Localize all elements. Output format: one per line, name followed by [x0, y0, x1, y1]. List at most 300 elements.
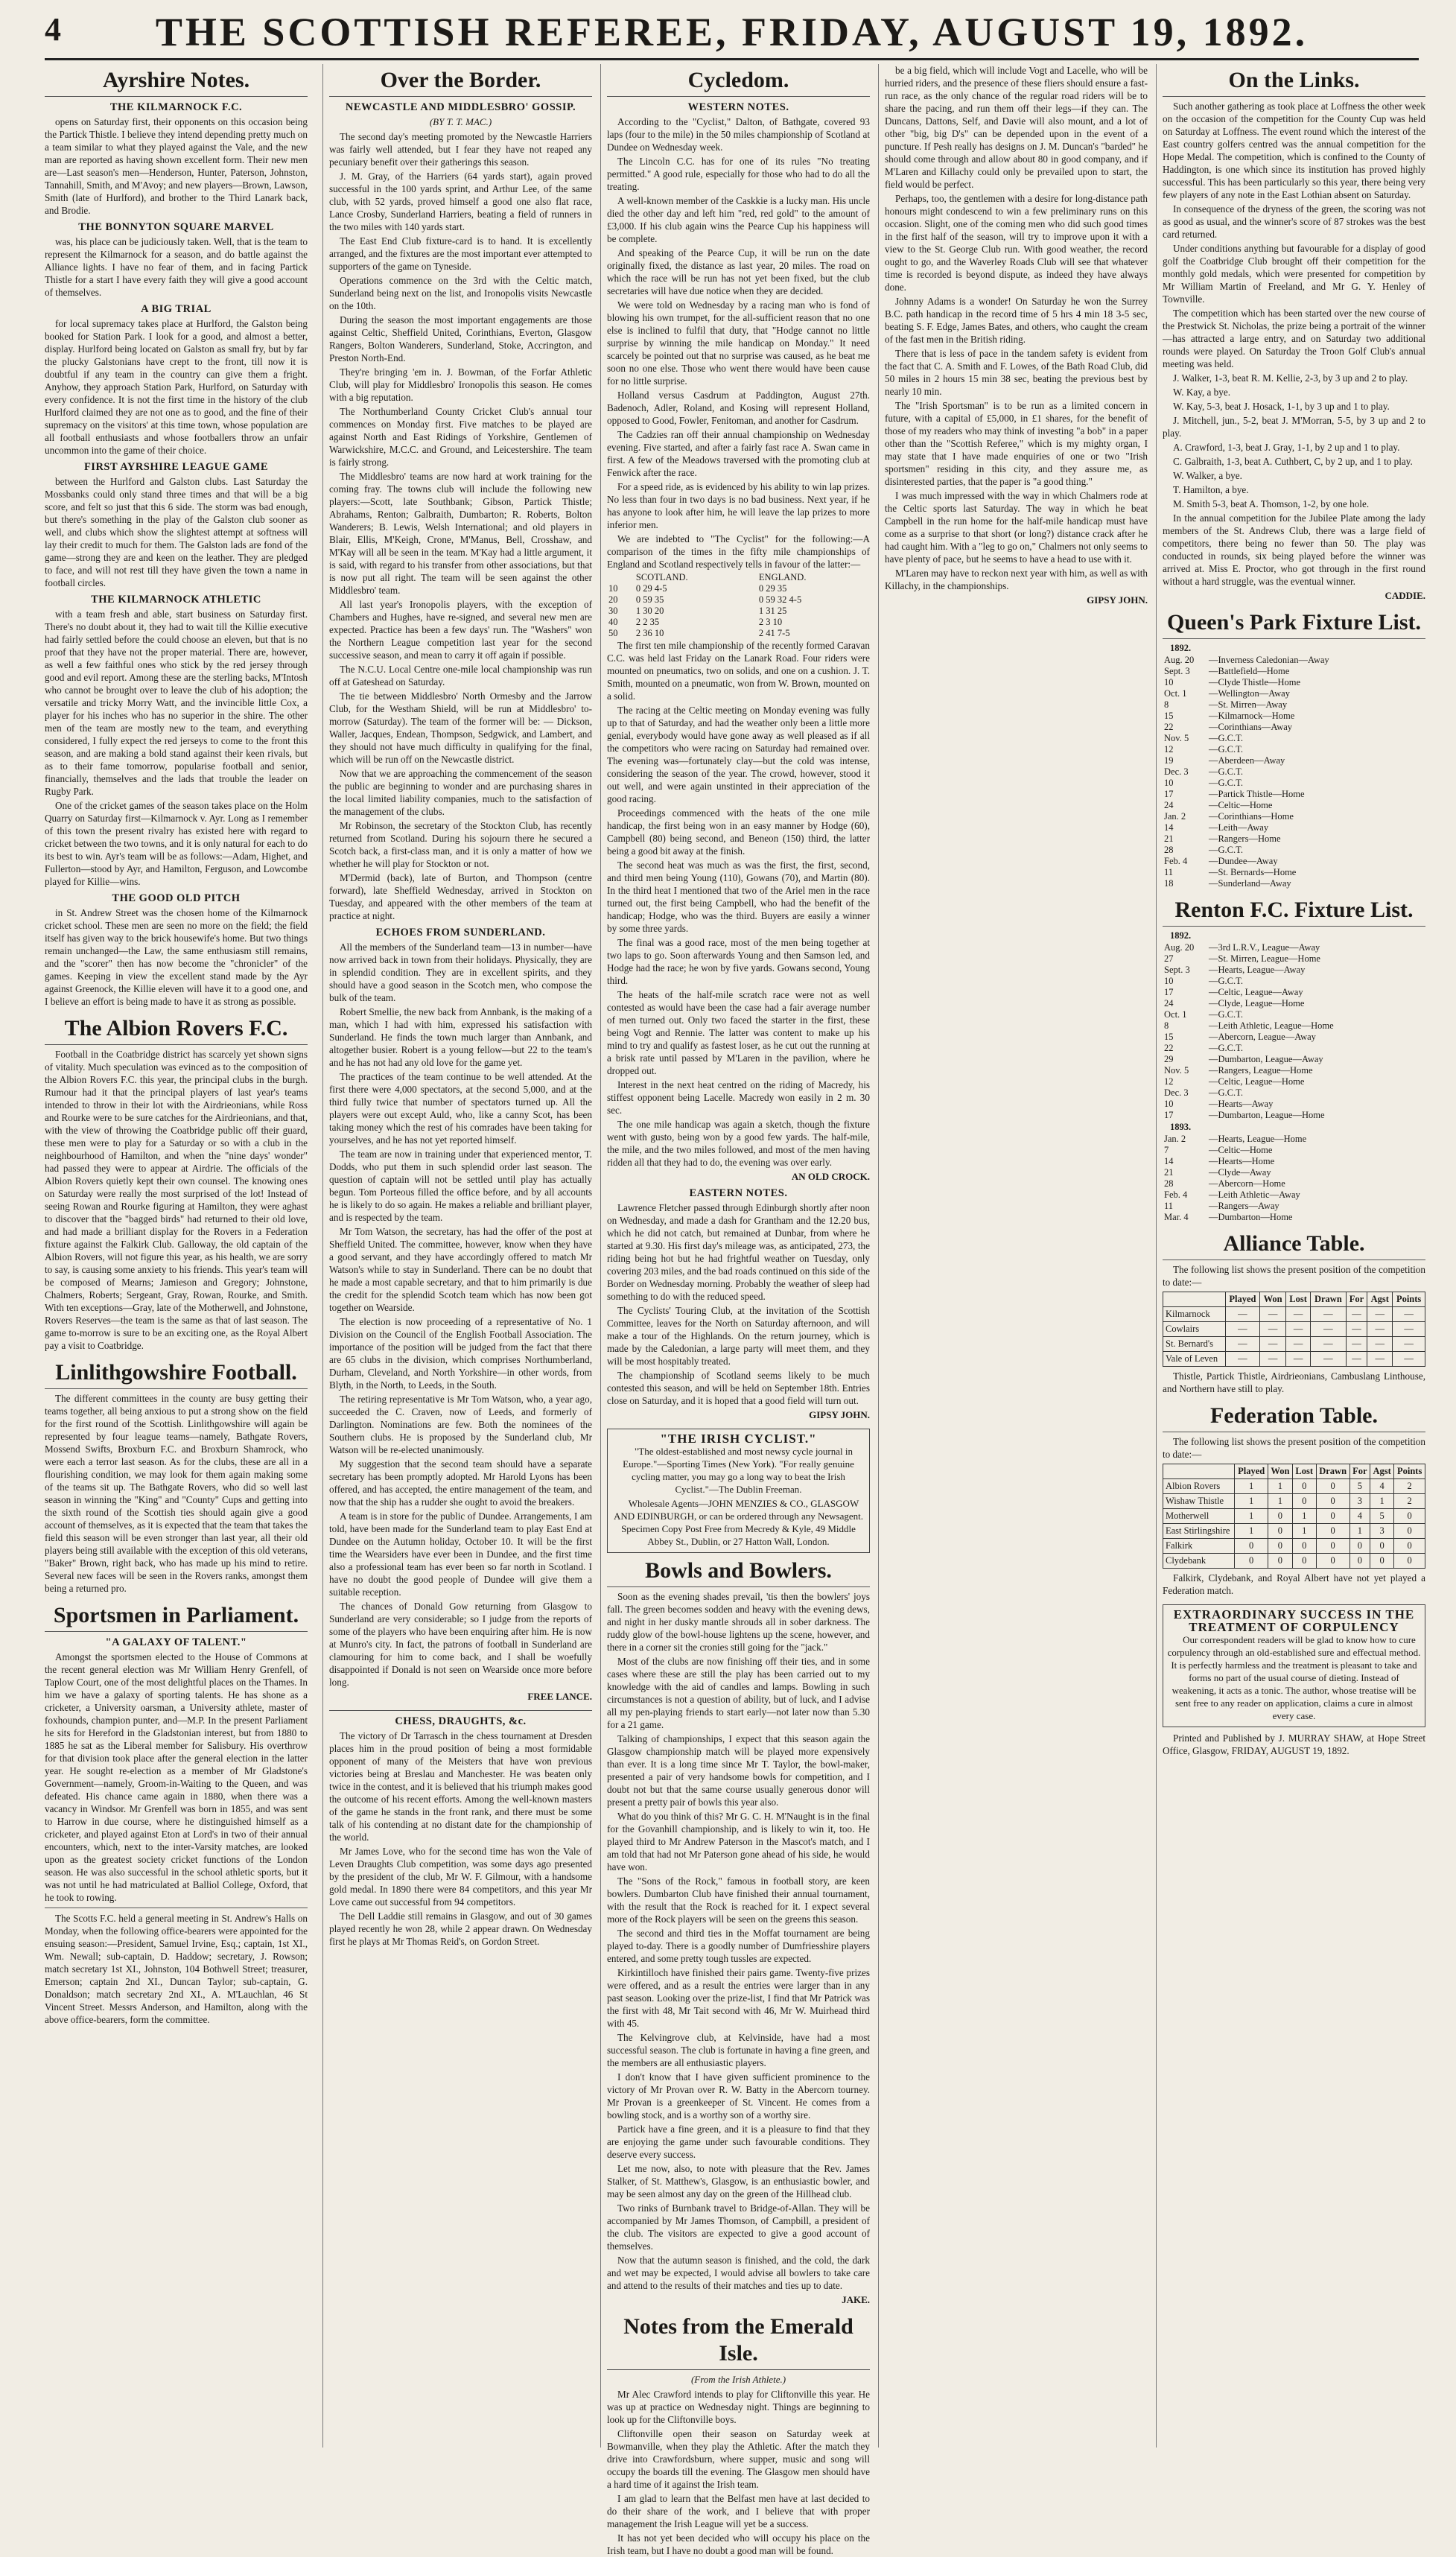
table-header: Agst — [1370, 1464, 1394, 1479]
fixture-date: Jan. 2 — [1164, 1134, 1186, 1144]
fixture-opponent: —Rangers—Away — [1209, 1201, 1279, 1211]
article-bowls — [607, 1557, 870, 2306]
paragraph: The second heat was much as was the first, the first, second, and third men being Young (110), Gowans (70), and Martin (80). In the third heat I mentioned that two of the Ariel men in the race turned out, the first being Campbell, who had the benefit of the handicap; Hodge, who was the third. Buyers are easily a winner by some three yards. — [607, 860, 870, 934]
list-item: M. Smith 5-3, beat A. Thomson, 1-2, by one hole. — [1173, 498, 1370, 509]
paragraph: Now that the autumn season is finished, and the cold, the dark and wet may be expected, I would advise all bowlers to take care and attend to the results of their matches and ties up to date. — [607, 2255, 870, 2291]
table-cell: 2 3 10 — [758, 617, 783, 627]
paragraph: The tie between Middlesbro' North Ormesby and the Jarrow Club, for the Westham Shield, will be run at Middlesbro' to-morrow (Saturday). The team of the former will be: — Dickson, Waller, Jacques, Endean, Thompson, Sedgwick, and Lambert, and they should not have much difficulty in qualifying for the final, which will be run off on the Newcastle district. — [329, 690, 592, 765]
fixture-opponent: —Leith—Away — [1209, 822, 1269, 833]
table-header: Points — [1394, 1464, 1425, 1479]
fixture-opponent: —Leith Athletic—Away — [1209, 1189, 1300, 1200]
fixture-date: 19 — [1164, 755, 1174, 766]
table-cell: 1 — [1235, 1524, 1268, 1539]
table-header: Points — [1393, 1292, 1425, 1307]
table-cell: 1 31 25 — [758, 606, 787, 616]
fixture-row — [1163, 942, 1425, 953]
table-cell: 0 — [1394, 1524, 1425, 1539]
table-cell: 0 — [1268, 1539, 1292, 1554]
subheading: THE GOOD OLD PITCH — [112, 892, 241, 904]
paragraph: Proceedings commenced with the heats of the one mile handicap, the first being won in an easy manner by Hodge (60), Campbell (80) being second, and Beneon (150) third, the latter being a good bit away at the finish. — [607, 807, 870, 857]
table-header: Won — [1260, 1292, 1286, 1307]
fixture-row — [1163, 822, 1425, 833]
fixture-date: 15 — [1164, 1032, 1174, 1042]
advert-title: EXTRAORDINARY SUCCESS IN THE TREATMENT OF CORPULENCY — [1173, 1607, 1415, 1634]
table-cell: 0 — [1268, 1554, 1292, 1569]
fixture-opponent: —Corinthians—Away — [1209, 722, 1293, 732]
list-item: A. Crawford, 1-3, beat J. Gray, 1-1, by 2 up and 1 to play. — [1173, 442, 1400, 453]
paragraph: Operations commence on the 3rd with the Celtic match, Sunderland being next on the list, and Ironopolis visits Newcastle on the 10th. — [329, 275, 592, 311]
fixture-date: 22 — [1164, 1043, 1174, 1053]
signature: CADDIE. — [1385, 590, 1425, 601]
table-cell: 0 — [1316, 1479, 1349, 1494]
signature: FREE LANCE. — [527, 1691, 592, 1702]
article-ayrshire-notes — [45, 67, 308, 1008]
table-cell: 50 — [608, 628, 618, 638]
championship-times-table — [607, 572, 870, 639]
table-header-england: ENGLAND. — [758, 572, 807, 582]
fixture-row — [1163, 766, 1425, 778]
fixture-date: 12 — [1164, 744, 1174, 755]
subheading: ECHOES FROM SUNDERLAND. — [375, 927, 546, 938]
fixture-row — [1163, 1054, 1425, 1065]
fixture-row — [1163, 778, 1425, 789]
paragraph: M'Dermid (back), late of Burton, and Thompson (centre forward), late Sheffield Wednesday, arrived in Stockton on Tuesday, and appeared with the other members of the team at practice at night. — [329, 872, 592, 921]
fixture-date: 12 — [1164, 1076, 1174, 1087]
columns — [45, 64, 1425, 2556]
fixture-opponent: —Rangers, League—Home — [1209, 1065, 1313, 1076]
article-heading: CHESS, DRAUGHTS, &c. — [395, 1715, 527, 1727]
table-cell: 0 — [1292, 1494, 1316, 1509]
table-header: Drawn — [1311, 1292, 1346, 1307]
paragraph: be a big field, which will include Vogt and Lacelle, who will be hurried riders, and the presence of these fliers should ensure a fast-run race, as the only chance of the regular road riders will be to share the pacing, and run them off their legs—if they can. The Duncans, Dattons, Self, and Davie will also mount, and a lot of other "big, big D's" can be depended upon in the event of a puncture. If Pesh really has designs on J. M. Duncan's "barded" he should come through and allow about 80 in good company, and if M'Laren and Killachy could only be prevailed upon to start, the field would be perfect. — [885, 65, 1148, 190]
fixture-opponent: —Clyde Thistle—Home — [1209, 677, 1301, 687]
table-cell: — — [1311, 1322, 1346, 1337]
paragraph: The racing at the Celtic meeting on Monday evening was fully up to that of Saturday, and had the weather only been a little more genial, everybody would have gone away as well pleased as if all the competitors who were racing on Saturday had remained over. The evening was—fortunately clay—but the cold was intense, considering the season of the year. The crowd, however, stood it out well, and were again unstinted in their appreciation of the good racing. — [607, 705, 870, 804]
table-row — [607, 583, 870, 594]
list-item: W. Kay, a bye. — [1173, 387, 1231, 398]
table-cell: Kilmarnock — [1163, 1307, 1226, 1322]
table-cell: — — [1346, 1307, 1367, 1322]
fixture-opponent: —Hearts, League—Home — [1209, 1134, 1307, 1144]
fixture-row — [1163, 1009, 1425, 1020]
table-cell: 10 — [608, 583, 618, 594]
table-cell: 1 — [1292, 1524, 1316, 1539]
list-item: W. Kay, 5-3, beat J. Hosack, 1-1, by 3 up and 1 to play. — [1173, 401, 1390, 412]
paragraph: One of the cricket games of the season takes place on the Holm Quarry on Saturday first—Kilmarnock v. Ayr. Long as I remember of this town the present rivalry has existed here with regard to cricket between the two towns, and it is only natural for each to do its best to win. Ayr's team will be as follows:—Adam, Highet, and Fullerton—stood by Ayr, and Hamilton, Ferguson, and Lowcombe played for Killie—wins. — [45, 800, 308, 887]
fixture-year: 1892. — [1170, 930, 1192, 941]
article-emerald-isle — [607, 2313, 870, 2557]
paragraph: The second and third ties in the Moffat tournament are being played to-day. There is a goodly number of Dumfriesshire players entered, and some pretty tough tussles are expected. — [607, 1928, 870, 1964]
corpulency-advert — [1163, 1604, 1425, 1727]
fixture-row — [1163, 789, 1425, 800]
table-cell: 1 — [1268, 1479, 1292, 1494]
table-header — [1163, 1292, 1226, 1307]
table-cell: 1 — [1370, 1494, 1394, 1509]
paragraph: There that is less of pace in the tandem safety is evident from the fact that C. A. Smith and F. Lowes, of the Bath Road Club, did 50 miles in 2 hours 15 min 38 sec, beating the previous best by nearly 10 min. — [885, 348, 1148, 397]
fixture-year: 1893. — [1170, 1122, 1192, 1132]
fixture-opponent: —Wellington—Away — [1209, 688, 1290, 699]
table-cell: 0 59 32 4-5 — [758, 594, 802, 605]
fixture-date: 10 — [1164, 778, 1174, 788]
table-cell: — — [1285, 1352, 1310, 1367]
paragraph: in St. Andrew Street was the chosen home of the Kilmarnock cricket school. These men are seen no more on the field; the field itself has given way to the brick housewife's home. But two things remain unchanged—the Law, the same enthusiasm still remains, and the "scorer" then has now become the "chronicler" of the games. Keeping in view the excellent stand made by the Ayr against Greenock, the Killie eleven will have it to a good one, and I believe an effort is being made to have it as strong as possible. — [45, 907, 308, 1007]
fixture-table — [1163, 942, 1425, 1121]
column-4 — [878, 64, 1148, 2448]
table-cell: 0 29 35 — [758, 583, 787, 594]
fixture-row — [1163, 878, 1425, 889]
table-cell: 1 — [1235, 1509, 1268, 1524]
fixture-opponent: —St. Mirren—Away — [1209, 699, 1288, 710]
paragraph: Johnny Adams is a wonder! On Saturday he won the Surrey B.C. path handicap in the record time of 5 hrs 4 min 18 3-5 sec, beating S. F. Edge, James Bates, and others, who caught the cream of the fast men in the British riding. — [885, 296, 1148, 345]
table-header: Agst — [1367, 1292, 1393, 1307]
fixture-row — [1163, 1167, 1425, 1178]
table-cell: — — [1393, 1307, 1425, 1322]
fixture-date: 24 — [1164, 800, 1174, 810]
table-header: Drawn — [1316, 1464, 1349, 1479]
fixture-date: Aug. 20 — [1164, 655, 1195, 665]
table-cell: — — [1285, 1307, 1310, 1322]
table-cell: 1 — [1268, 1494, 1292, 1509]
subheading: EASTERN NOTES. — [689, 1187, 788, 1199]
table-cell: 0 — [1394, 1539, 1425, 1554]
paragraph: The victory of Dr Tarrasch in the chess tournament at Dresden places him in the proud position of being a most formidable opponent of many of the Meisters that have won previous victories being at Breslau and Manchester. He was beaten only twice in the contest, and it is believed that his triumph makes good the outcome of his recent efforts. Among the well-known masters of the game he stands in the front rank, and there must be some talk of his contending at no distant date for the championship of the world. — [329, 1730, 592, 1843]
fixture-opponent: —G.C.T. — [1209, 1043, 1243, 1053]
byline: (From the Irish Athlete.) — [690, 2374, 786, 2385]
irish-cyclist-advert — [607, 1429, 870, 1553]
table-cell: — — [1367, 1337, 1393, 1352]
article-heading: Cycledom. — [607, 67, 870, 97]
paragraph: between the Hurlford and Galston clubs. Last Saturday the Mossbanks could only stand three times and that will be a big score, and felt so just that this 6 side. The storm was bad enough, but there's something in the play of the Galston club sooner as well, and clubs which show the slightest attempt at softness will lay their credit to much for them. The Galston lads are fond of the game—strong they are and keen on the leather. They are pledged to face, and will not rest till they have given the town a name in football circles. — [45, 476, 308, 588]
fixture-opponent: —St. Bernards—Home — [1209, 867, 1297, 877]
paragraph: The Northumberland County Cricket Club's annual tour commences on Monday first. Five matches to be played are against North and East Ridings of Yorkshire, Gentlemen of Warwickshire, M.C.C. and Ground, and Leicestershire. The team is fairly strong. — [329, 406, 592, 468]
fixture-date: Oct. 1 — [1164, 1009, 1187, 1020]
table-row — [1163, 1539, 1425, 1554]
article-heading: Federation Table. — [1163, 1403, 1425, 1432]
table-cell: 0 — [1268, 1524, 1292, 1539]
paragraph: Mr James Love, who for the second time has won the Vale of Leven Draughts Club competition, was some days ago presented by the president of the club, Mr W. F. Gilmour, with a handsome gold medal. In 1890 there were 84 competitors, and this year Mr Love came out successful from 94 competitors. — [329, 1846, 592, 1908]
table-cell: — — [1225, 1307, 1260, 1322]
fixture-row — [1163, 1189, 1425, 1201]
table-cell: — — [1260, 1337, 1286, 1352]
fixture-row — [1163, 1099, 1425, 1110]
fixture-opponent: —Celtic—Home — [1209, 1145, 1273, 1155]
paragraph: The Dell Laddie still remains in Glasgow, and out of 30 games played recently he won 28, while 2 appear drawn. On Wednesday first he plays at Mr Thomas Reid's, on Gordon Street. — [329, 1910, 592, 1947]
fixture-opponent: —St. Mirren, League—Home — [1209, 953, 1320, 964]
table-cell: 0 — [1268, 1509, 1292, 1524]
fixture-opponent: —Battlefield—Home — [1209, 666, 1290, 676]
fixture-opponent: —Dumbarton, League—Home — [1209, 1110, 1325, 1120]
fixture-row — [1163, 845, 1425, 856]
table-cell: Wishaw Thistle — [1163, 1494, 1235, 1509]
article-heading: Notes from the Emerald Isle. — [607, 2313, 870, 2370]
article-sportsmen-in-parliament — [45, 1602, 308, 2026]
fixture-date: 11 — [1164, 867, 1174, 877]
paragraph: In consequence of the dryness of the green, the scoring was not as good as usual, and the winner's score of 87 strokes was the best card returned. — [1163, 203, 1425, 240]
table-cell: 0 — [1349, 1554, 1370, 1569]
fixture-opponent: —G.C.T. — [1209, 766, 1243, 777]
table-cell: — — [1311, 1337, 1346, 1352]
table-cell: 3 — [1349, 1494, 1370, 1509]
table-cell: 4 — [1370, 1479, 1394, 1494]
article-linlithgowshire — [45, 1359, 308, 1595]
table-cell: 0 — [1292, 1554, 1316, 1569]
paragraph: Mr Robinson, the secretary of the Stockton Club, has recently returned from Scotland. During his sojourn there he secured a Scotch back, a first-class man, and it is only a matter of how we whether he will play for Stockton or not. — [329, 820, 592, 869]
fixture-date: 15 — [1164, 711, 1174, 721]
paragraph: The first ten mile championship of the recently formed Caravan C.C. was held last Friday on the Lanark Road. Four riders were mounted on pneumatics, two on solids, and one on a cushion. J. T. Smith, mounted on a pneumatic, won from W. Brown, mounted on a solid. — [607, 640, 870, 702]
fixture-opponent: —G.C.T. — [1209, 733, 1243, 743]
table-cell: 30 — [608, 606, 618, 616]
paragraph: Kirkintilloch have finished their pairs game. Twenty-five prizes were offered, and as a result the entries were larger than in any past season. Looking over the prize-list, I find that Mr Patrick was the first with 48, Mr Tait second with 46, Mr W. Muirhead third with 45. — [607, 1967, 870, 2029]
fixture-row — [1163, 1212, 1425, 1223]
paragraph: Most of the clubs are now finishing off their ties, and in some cases where these are still the play has been carried out to my knowledge with the aid of candles and lamps. Bowling in such circumstances is not a question of ability, but of luck, and I advise all my pen-playing friends to start early—not later now than 5.30 for a 21 game. — [607, 1656, 870, 1730]
article-heading: Bowls and Bowlers. — [607, 1557, 870, 1587]
table-row — [1163, 1307, 1425, 1322]
table-row — [607, 617, 870, 628]
table-cell: — — [1225, 1322, 1260, 1337]
fixture-date: 11 — [1164, 1201, 1174, 1211]
fixture-date: 10 — [1164, 1099, 1174, 1109]
fixture-date: 7 — [1164, 1145, 1169, 1155]
paragraph: Talking of championships, I expect that this season again the Glasgow championship match will be played more expensively than ever. It is a long time since Mr T. Taylor, the bowl-maker, presented a pair of very handsome bowls for competition, and I doubt not but that the same course usually generous donor will present a pretty pair of bowls this year also. — [607, 1733, 870, 1808]
fixture-opponent: —Celtic, League—Home — [1209, 1076, 1305, 1087]
fixture-opponent: —Rangers—Home — [1209, 833, 1281, 844]
paragraph: Thistle, Partick Thistle, Airdrieonians, Cambuslang Linthouse, and Northern have still to play. — [1163, 1370, 1425, 1394]
fixture-row — [1163, 1020, 1425, 1032]
paragraph: We are indebted to "The Cyclist" for the following:—A comparison of the times in the fifty mile championships of England and Scotland respectively tells in favour of the latter:— — [607, 533, 870, 570]
table-cell: — — [1393, 1352, 1425, 1367]
article-heading: Ayrshire Notes. — [45, 67, 308, 97]
signature: JAKE. — [842, 2294, 870, 2305]
fixture-date: 10 — [1164, 976, 1174, 986]
fixture-row — [1163, 711, 1425, 722]
article-cycledom-continued — [885, 64, 1148, 606]
article-heading: Alliance Table. — [1163, 1230, 1425, 1260]
table-cell: St. Bernard's — [1163, 1337, 1226, 1352]
table-cell: — — [1367, 1352, 1393, 1367]
subheading: THE BONNYTON SQUARE MARVEL — [78, 221, 274, 233]
column-1 — [45, 64, 308, 2448]
subheading: WESTERN NOTES. — [687, 101, 789, 113]
paragraph: Falkirk, Clydebank, and Royal Albert have not yet played a Federation match. — [1163, 1572, 1425, 1596]
table-cell: 0 — [1292, 1539, 1316, 1554]
table-cell: 0 — [1235, 1539, 1268, 1554]
table-cell: 0 — [1316, 1524, 1349, 1539]
fixture-date: 21 — [1164, 833, 1174, 844]
paragraph: It has not yet been decided who will occupy his place on the Irish team, but I have no doubt a good man will be found. — [607, 2532, 870, 2556]
fixture-row — [1163, 1087, 1425, 1099]
table-header: Lost — [1285, 1292, 1310, 1307]
table-header-scotland: SCOTLAND. — [635, 572, 688, 582]
table-cell: 2 — [1394, 1494, 1425, 1509]
table-row — [607, 628, 870, 639]
paragraph: A well-known member of the Caskkie is a lucky man. His uncle died the other day and left him "red, red gold" to the amount of £3,000. If his club again wins the Pearce Cup his happiness will be complete. — [607, 195, 870, 244]
paragraph: The practices of the team continue to be well attended. At the first there were 4,000 spectators, at the second 5,000, and at the third fully twice that number of spectators turned up. All the players were out except Auld, who, like a canny Scot, has been taking money which the rest of his comrades have been taking for yourselves, and he has not yet reported himself. — [329, 1071, 592, 1146]
fixture-row — [1163, 856, 1425, 867]
list-item: W. Walker, a bye. — [1173, 470, 1242, 481]
fixture-opponent: —Inverness Caledonian—Away — [1209, 655, 1329, 665]
signature: AN OLD CROCK. — [791, 1171, 870, 1182]
newspaper-title: THE SCOTTISH REFEREE, FRIDAY, AUGUST 19, 1892. — [155, 10, 1309, 54]
fixture-row — [1163, 800, 1425, 811]
table-row — [1163, 1494, 1425, 1509]
table-cell: — — [1260, 1307, 1286, 1322]
fixture-row — [1163, 953, 1425, 965]
table-cell: 40 — [608, 617, 618, 627]
article-heading: The Albion Rovers F.C. — [45, 1015, 308, 1045]
paragraph: The final was a good race, most of the men being together at two laps to go. Soon afterwards Young and then Samson led, and Hodge had the race; he won by five yards. Gowans second, Young third. — [607, 937, 870, 986]
subheading: A BIG TRIAL — [141, 303, 212, 315]
fixture-year: 1892. — [1170, 643, 1192, 653]
paragraph: Two rinks of Burnbank travel to Bridge-of-Allan. They will be accompanied by Mr James Thomson, of Campbill, a president of the club. The visitors are expected to give a good account of themselves. — [607, 2202, 870, 2252]
paragraph: The chances of Donald Gow returning from Glasgow to Sunderland are very considerable; so I judge from the reports of some of the players who have been enquiring after him. He is now at Munro's city. In fact, the patrons of football in Sunderland are clamouring for him to come back, and I shall be woefully disappointed if Donald is not seen on Wearside once more before long. — [329, 1601, 592, 1688]
fixture-row — [1163, 688, 1425, 699]
paragraph: Wholesale Agents—JOHN MENZIES & CO., GLASGOW AND EDINBURGH, or can be ordered through any Newsagent. Specimen Copy Post Free from Mecredy & Kyle, 49 Middle Abbey St., Dublin, or 27 Hatton Wall, London. — [613, 1498, 864, 1547]
fixture-opponent: —Clyde—Away — [1209, 1167, 1271, 1178]
subheading: "A GALAXY OF TALENT." — [105, 1636, 247, 1648]
table-cell: 0 — [1370, 1539, 1394, 1554]
article-cycledom — [607, 67, 870, 1421]
fixture-opponent: —3rd L.R.V., League—Away — [1209, 942, 1320, 953]
standings-table — [1163, 1292, 1425, 1367]
fixture-opponent: —Dumbarton—Home — [1209, 1212, 1293, 1222]
paragraph: Soon as the evening shades prevail, 'tis then the bowlers' joys fall. The green becomes sodden and heavy with the evening dews, and night in her dusky mantle shrouds all in sober darkness. The ruddy glow of the bowl-house lightens up the scene, however, and there in a corner sit the cronies still going for the "jack." — [607, 1591, 870, 1653]
paragraph: The "Sons of the Rock," famous in football story, are keen bowlers. Dumbarton Club have finished their annual tournament, with the result that the Rock is reached for it. I expect several more of the Rock players will be seen on the greens this season. — [607, 1875, 870, 1925]
table-header: For — [1349, 1464, 1370, 1479]
fixture-opponent: —G.C.T. — [1209, 1009, 1243, 1020]
paragraph: The election is now proceeding of a representative of No. 1 Division on the Council of the English Football Association. The importance of the position will be judged from the fact that there are 65 clubs in the division, which comprises Northumberland, Durham, Cleveland, and North Yorkshire—in other words, from Blyth, in the North, to Leeds, in the South. — [329, 1316, 592, 1391]
paragraph: Partick have a fine green, and it is a pleasure to find that they are enjoying the game under such favourable conditions. They deserve every success. — [607, 2124, 870, 2160]
table-cell: Clydebank — [1163, 1554, 1235, 1569]
fixture-date: 10 — [1164, 677, 1174, 687]
paragraph: The one mile handicap was again a sketch, though the fixture went with gusto, being won by a good few yards. The half-mile, the mile, and the two miles followed, and most of the men having ridden all that they had to do, the evening was over early. — [607, 1119, 870, 1168]
paragraph: Holland versus Casdrum at Paddington, August 27th. Badenoch, Adler, Roland, and Kosing will represent Holland, opposed to Good, Fowler, Fenitoman, and another for Casdrum. — [607, 390, 870, 426]
fixture-opponent: —Kilmarnock—Home — [1209, 711, 1295, 721]
fixture-row — [1163, 976, 1425, 987]
fixture-opponent: —Aberdeen—Away — [1209, 755, 1285, 766]
table-cell: 2 36 10 — [635, 628, 664, 638]
fixture-row — [1163, 1076, 1425, 1087]
paragraph: The different committees in the county are busy getting their teams together, all being anxious to put a strong show on the field for the first round of the Scottish. Linlithgowshire will again be represented by four league teams—namely, Bathgate Rovers, Mossend Swifts, Broxburn F.C. and Broxburn Shamrock, who were each a terror last season. As for the clubs, these are all in a flourishing condition, we may look for them again making some of the teams sit up. The Bathgate Rovers, who did so well last season in winning the "King" and "County" Cups and getting into the sixth round of the Scottish ties should again give a good account of themselves, as it is expected that the team that takes the field this season will be even stronger than last year, all their old players being still available with the exception of this old veterans, "Baker" Brown, right back, who has made up his mind to retire. Several new faces will be seen in the Rovers ranks, amongst them being a returned pro. — [45, 1393, 308, 1594]
signature: GIPSY JOHN. — [809, 1409, 870, 1420]
list-item: J. Mitchell, jun., 5-2, beat J. M'Morran, 5-5, by 3 up and 2 to play. — [1163, 415, 1425, 439]
paragraph: For a speed ride, as is evidenced by his ability to win lap prizes. No less than four in two days is no bad business. Next year, if he has anyone to look after him, he will leave the lap prizes to more inferior men. — [607, 481, 870, 530]
fixture-date: Mar. 4 — [1164, 1212, 1189, 1222]
fixture-row — [1163, 677, 1425, 688]
table-row — [1163, 1524, 1425, 1539]
fixture-opponent: —Dundee—Away — [1209, 856, 1278, 866]
paragraph: Our correspondent readers will be glad to know how to cure corpulency through an old-established sure and effectual method. It is perfectly harmless and the treatment is pleasant to take and forms no part of the usual course of dieting. Instead of weakening, it acts as a tonic. The author, whose treatise will be sent free to any reader on application, claims a cure in almost every case. — [1167, 1634, 1421, 1721]
table-cell: — — [1367, 1307, 1393, 1322]
paragraph: During the season the most important engagements are those against Celtic, Sheffield United, Corinthians, Everton, Glasgow Rangers, Bolton Wanderers, Sunderland, Stoke, Accrington, and Preston North-End. — [329, 314, 592, 363]
table-cell: 0 — [1235, 1554, 1268, 1569]
article-albion-rovers — [45, 1015, 308, 1352]
fixture-opponent: —G.C.T. — [1209, 744, 1243, 755]
table-cell: — — [1367, 1322, 1393, 1337]
article-heading: Renton F.C. Fixture List. — [1163, 897, 1425, 927]
fixture-date: Feb. 4 — [1164, 1189, 1188, 1200]
paragraph: The Cadzies ran off their annual championship on Wednesday evening. Five started, and after a fairly fast race A. Swan came in first. A few of the Meadows traversed with the promoting club at Fenwick after the race. — [607, 429, 870, 478]
fixture-date: Nov. 5 — [1164, 733, 1189, 743]
paragraph: According to the "Cyclist," Dalton, of Bathgate, covered 93 laps (four to the mile) in the 50 miles championship of Scotland at Dundee on Wednesday week. — [607, 116, 870, 153]
paragraph: The heats of the half-mile scratch race were not as well contested as would have been the case had a fair average number of men turned out. Only two faced the starter in the first, these being Vogt and Rennie. The latter was content to make up his mind to try and qualify as fastest loser, as he cut out the running at a brisk rate until passed by M'Laren in the pavilion, where he dropped out. — [607, 989, 870, 1076]
subheading: FIRST AYRSHIRE LEAGUE GAME — [83, 461, 269, 473]
article-heading: Linlithgowshire Football. — [45, 1359, 308, 1389]
paragraph: The following list shows the present position of the competition to date:— — [1163, 1264, 1425, 1288]
table-cell: 1 — [1349, 1524, 1370, 1539]
byline: (BY T. T. MAC.) — [429, 116, 492, 127]
fixture-date: 17 — [1164, 987, 1174, 997]
table-header — [1163, 1464, 1235, 1479]
fixture-row — [1163, 811, 1425, 822]
table-cell: — — [1311, 1352, 1346, 1367]
table-row — [1163, 1509, 1425, 1524]
fixture-row — [1163, 867, 1425, 878]
table-header-row — [1163, 1464, 1425, 1479]
paragraph: Lawrence Fletcher passed through Edinburgh shortly after noon on Wednesday, and made a dash for Grantham and the 12.20 bus, which he did not catch, but remained at Dunbar, from where he started at 9.30. His first day's mileage was, as anticipated, 273, the riding being hot but he had frightful weather on Tuesday, only covering 203 miles, and the bad roads continued on this side of the Border on Wednesday morning. Probably the weather of sleep had something to do with the reduced speed. — [607, 1202, 870, 1302]
table-cell: — — [1285, 1322, 1310, 1337]
paragraph: The Scotts F.C. held a general meeting in St. Andrew's Halls on Monday, when the following office-bearers were appointed for the ensuing season:—President, Samuel Irvine, Esq.; captain, 1st XI., Wm. Newall; sub-captain, D. Haddow; secretary, J. Rowson; match secretary 1st XI., Johnston, 104 Bothwell Street; treasurer, Emerson; captain 2nd XI., Duncan Taylor; sub-captain, G. Donaldson; match secretary 2nd XI., A. M'Lauchlan, 46 St Vincent Street. Messrs Anderson, and Hamilton, along with the above office-bearers, form the committee. — [45, 1913, 308, 2025]
fixture-date: 17 — [1164, 1110, 1174, 1120]
golf-result-list — [1163, 372, 1425, 510]
fixture-opponent: —Celtic—Home — [1209, 800, 1273, 810]
table-header-row — [1163, 1292, 1425, 1307]
paragraph: I don't know that I have given sufficient prominence to the victory of Mr Provan over R. W. Batty in the Abercorn tourney. Mr Provan is a greenkeeper of St. Vincent. He comes from a bowling stock, and is a worthy son of a worthy sire. — [607, 2071, 870, 2121]
fixture-opponent: —Hearts, League—Away — [1209, 965, 1306, 975]
fixture-row — [1163, 833, 1425, 845]
fixture-date: 22 — [1164, 722, 1174, 732]
fixture-date: Nov. 5 — [1164, 1065, 1189, 1076]
column-3 — [600, 64, 870, 2556]
fixture-row — [1163, 1145, 1425, 1156]
fixture-date: 29 — [1164, 1054, 1174, 1064]
paragraph: The competition which has been started over the new course of the Prestwick St. Nicholas, the prize being a portrait of the winner—has attracted a large entry, and on Saturday two additional rounds were played. On Saturday the Troon Golf Club's annual meeting was held. — [1163, 308, 1425, 369]
table-cell: 2 41 7-5 — [758, 628, 790, 638]
paragraph: And speaking of the Pearce Cup, it will be run on the date originally fixed, the distance as last year, 20 miles. The road on which the race will be run has not yet been fixed, but the club secretaries will have due notice when they are decided. — [607, 247, 870, 296]
table-cell: 1 30 20 — [635, 606, 664, 616]
paragraph: In the annual competition for the Jubilee Plate among the lady members of the St. Andrews Club, there was a large field of competitors, there being no fewer than 50. The play was conducted in rounds, six being played before the winner was arrived at. Miss E. Proctor, who got through in the first round without a hard struggle, was the eventual winner. — [1163, 512, 1425, 587]
masthead — [45, 4, 1419, 60]
table-cell: Falkirk — [1163, 1539, 1235, 1554]
federation-table-article — [1163, 1403, 1425, 1597]
fixture-row — [1163, 965, 1425, 976]
paragraph: All the members of the Sunderland team—13 in number—have now arrived back in town from their holidays. Physically, they are in splendid condition. They are in excellent spirits, and they should have a good season in the Scotch men, who compose the bulk of the team. — [329, 941, 592, 1003]
paragraph: They're bringing 'em in. J. Bowman, of the Forfar Athletic Club, will play for Middlesbro' Ironopolis this season. He comes with a big reputation. — [329, 366, 592, 403]
paragraph: Mr Tom Watson, the secretary, has had the offer of the post at Sheffield United. The committee, however, know when they have a good servant, and they have accordingly offered to match Mr Watson's while to stay in Sunderland. There can be no doubt that he made a most capable secretary, and that to him primarily is due the credit for the splendid Scotch team which has now been got together on Wearside. — [329, 1226, 592, 1313]
paragraph: The N.C.U. Local Centre one-mile local championship was run off at Gateshead on Saturday. — [329, 664, 592, 687]
fixture-opponent: —G.C.T. — [1209, 976, 1243, 986]
fixture-row — [1163, 722, 1425, 733]
list-item: C. Galbraith, 1-3, beat A. Cuthbert, C, by 2 up, and 1 to play. — [1173, 456, 1413, 467]
paragraph: Interest in the next heat centred on the riding of Macredy, his stiffest opponent being Lacelle. Macredy won easily in 2 m. 30 sec. — [607, 1079, 870, 1116]
paragraph: What do you think of this? Mr G. C. H. M'Naught is in the final for the Govanhill championship, and is likely to win it, too. He played third to Mr Andrew Paterson in the Mascot's match, and I am told that had not Mr Paterson gone ahead of his side, he would have won. — [607, 1811, 870, 1873]
table-header: For — [1346, 1292, 1367, 1307]
fixture-opponent: —Celtic, League—Away — [1209, 987, 1303, 997]
divider — [329, 1710, 592, 1711]
fixture-opponent: —G.C.T. — [1209, 778, 1243, 788]
fixture-row — [1163, 1134, 1425, 1145]
table-cell: 1 — [1235, 1494, 1268, 1509]
paragraph: Under conditions anything but favourable for a display of good golf the Coatbridge Club brought off their competition for the monthly gold medals, which were presented for competition by Mr William Martin of Freeland, and Mr G. Y. Henley of Townville. — [1163, 243, 1425, 305]
fixture-opponent: —Hearts—Home — [1209, 1156, 1275, 1166]
table-cell: East Stirlingshire — [1163, 1524, 1235, 1539]
article-heading: Queen's Park Fixture List. — [1163, 609, 1425, 639]
page-number: 4 — [45, 11, 61, 48]
paragraph: A team is in store for the public of Dundee. Arrangements, I am told, have been made for the Sunderland team to play East End at Dundee on the Autumn holiday, October 10. It will be the first time the Wearsiders have ever been in Dundee, and the first time also a professional team has ever been so far north in Scotland. I have no doubt the good people of Dundee will give them a suitable reception. — [329, 1511, 592, 1598]
paragraph: The Cyclists' Touring Club, at the invitation of the Scottish Committee, leaves for the North on Saturday afternoon, and will make a tour of the Highlands. On the return journey, which is made by the Caledonian, a large party will meet them, and they will be most hospitably treated. — [607, 1305, 870, 1367]
table-cell: 4 — [1349, 1509, 1370, 1524]
fixture-row — [1163, 987, 1425, 998]
table-cell: 0 — [1394, 1554, 1425, 1569]
